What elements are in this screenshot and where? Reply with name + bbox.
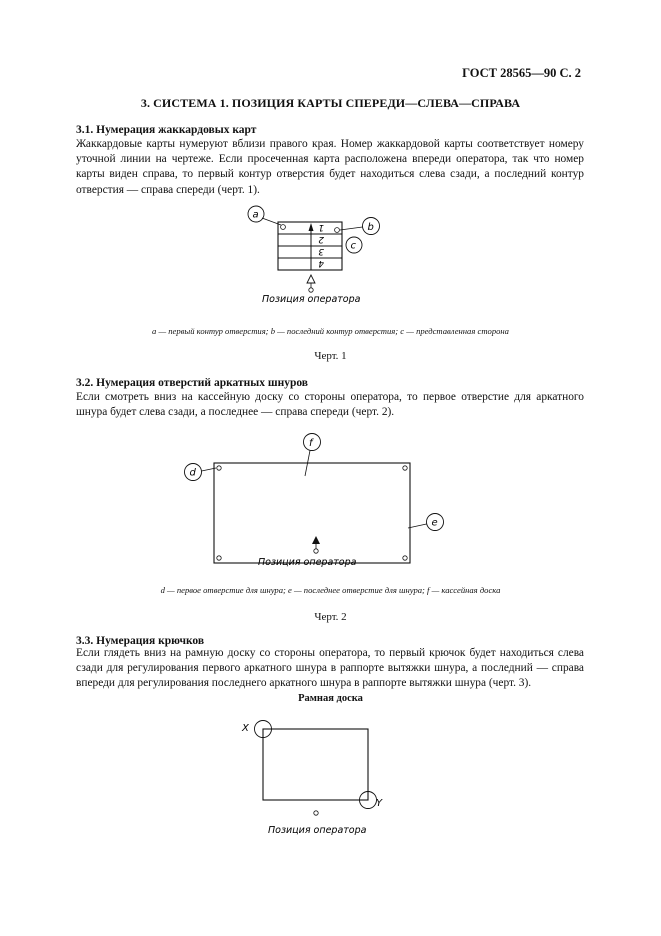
label-y: Y [376, 798, 383, 809]
subsection-title-3-3: 3.3. Нумерация крючков [76, 635, 205, 647]
figure-2-operator-label [250, 553, 390, 569]
figure-2-comber-board [180, 430, 450, 570]
paragraph-3-3: Если глядеть вниз на рамную доску со стороны оператора, то первый крючок будет находиться слева сзади для регулирования первого аркатного шнура в раппорте вытяжки шнура, а последний — справа впереди для регулирования последнего аркатного шнура в раппорте вытяжки шнура (черт. 3). [76, 647, 584, 690]
figure-1-number: Черт. 1 [314, 350, 347, 362]
label-e: e [431, 517, 438, 529]
label-d: d [189, 467, 196, 479]
figure-3-subtitle: Рамная доска [298, 693, 363, 704]
figure-2-caption: d — первое отверстие для шнура; e — последнее отверстие для шнура; f — кассейная доска [160, 585, 501, 595]
card-row-number: 2 [318, 234, 324, 244]
label-c: c [350, 240, 356, 252]
operator-position-label: Позиция оператора [258, 557, 357, 568]
document-header: ГОСТ 28565—90 С. 2 [462, 66, 581, 80]
figure-1-jacquard-card [240, 200, 400, 310]
label-f: f [309, 438, 313, 449]
subsection-title-3-1: 3.1. Нумерация жаккардовых карт [76, 124, 257, 136]
paragraph-3-2: Если смотреть вниз на кассейную доску со стороны оператора, то первое отверстие для аркатного шнура будет слева сзади, а последнее — справа спереди (черт. 2). [76, 391, 584, 419]
paragraph-3-1: Жаккардовые карты нумеруют вблизи правого края. Номер жаккардовой карты соответствует номеру уточной линии на чертеже. Если просеченная карта расположена впереди оператора, так что номер карты виден справа, то первый контур отверстия будет находиться слева сзади, а последний контур отверстия — справа спереди (черт. 1). [76, 138, 584, 196]
card-row-number: 3 [318, 246, 324, 256]
label-x: X [242, 723, 249, 734]
label-a: a [252, 209, 259, 221]
operator-position-label: Позиция оператора [262, 294, 361, 305]
section-title: 3. СИСТЕМА 1. ПОЗИЦИЯ КАРТЫ СПЕРЕДИ—СЛЕВА—СПРАВА [140, 96, 521, 110]
figure-2-number: Черт. 2 [314, 611, 347, 623]
figure-3-frame-board [230, 710, 400, 840]
subsection-title-3-2: 3.2. Нумерация отверстий аркатных шнуров [76, 377, 309, 389]
figure-1-caption: a — первый контур отверстия; b — последний контур отверстия; c — представленная сторона [152, 326, 509, 336]
card-row-number: 4 [318, 258, 324, 268]
operator-position-label: Позиция оператора [268, 825, 367, 836]
label-b: b [367, 222, 374, 233]
card-row-number: 1 [318, 222, 324, 232]
